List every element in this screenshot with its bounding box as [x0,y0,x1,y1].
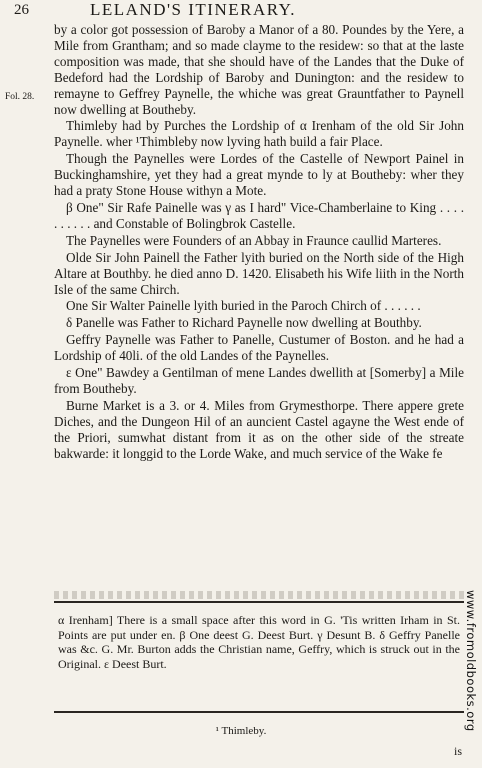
paragraph: Geffry Paynelle was Father to Panelle, Custumer of Boston. and he had a Lordship of 40li. of the old Landes of the Paynelles. [54,332,464,364]
paragraph: Burne Market is a 3. or 4. Miles from Grymesthorpe. There appere grete Diches, and the Dungeon Hil of an auncient Castel agayne the West ende of the Priori, sumwhat distant from it as on the other side of the streate bakwarde: it longgid to the Lorde Wake, and much service of the Wake fe [54,397,464,461]
folio-margin-note: Fol. 28. [5,92,35,102]
paragraph: Olde Sir John Painell the Father lyith buried on the North side of the High Altare at Bouthby. he died anno D. 1420. Elisabeth his Wife liith in the North Isle of the same Chirch. [54,249,464,297]
running-title: LELAND'S ITINERARY. [90,0,296,19]
paragraph: by a color got possession of Baroby a Manor of a 80. Poundes by the Yere, a Mile from Grantham; and so made clayme to the residew: so that at the laste composition was made, that she should have of the Landes that the Duke of Bedeford had the Lordship of Baroby and Dunington: and the residew to remayne to Geffrey Paynelle, the whiche was great Grauntfather to Paynell now dwelling at Boutheby. [54,22,464,117]
paragraph: ε One" Bawdey a Gentilman of mene Landes dwellith at [Somerby] a Mile from Boutheby. [54,365,464,396]
paragraph: The Paynelles were Founders of an Abbay in Fraunce caullid Marteres. [66,232,442,248]
editorial-notes [58,613,460,671]
notes-text: α Irenham] There is a small space after this word in G. 'Tis written Irham in St. Points are put under en. β One deest G. Deest Burt. γ Desunt B. δ Geffry Panelle was &c. G. Mr. Burton adds the Christian name, Geffry, which is struck out in the Original. ε Deest Burt. [58,613,460,671]
paragraph: Though the Paynelles were Lordes of the Castelle of Newport Painel in Buckinghamshire, yet they had a great mynde to ly at Boutheby: wher they had a praty Stone House withyn a Mote. [54,151,464,199]
catchword: is [453,744,462,758]
paragraph: β One" Sir Rafe Painelle was γ as I hard" Vice-Chamberlaine to King . . . . . . . . . . and Constable of Bolingbrok Castelle. [54,199,464,231]
divider-rule [54,711,464,713]
paragraph: One Sir Walter Painelle lyith buried in the Paroch Chirch of . . . . . . [66,298,421,314]
footnote: ¹ Thimleby. [215,725,267,737]
main-text [54,22,464,462]
paragraph: δ Panelle was Father to Richard Paynelle now dwelling at Bouthby. [66,315,422,331]
watermark: www.fromoldbooks.org [464,590,478,732]
divider-rule [54,601,464,603]
paragraph: Thimleby had by Purches the Lordship of α Irenham of the old Sir John Paynelle. wher ¹Thimbleby now lyving hath build a fair Place. [54,118,464,150]
page-number: 26 [14,2,29,18]
show-through-ink [54,591,464,599]
